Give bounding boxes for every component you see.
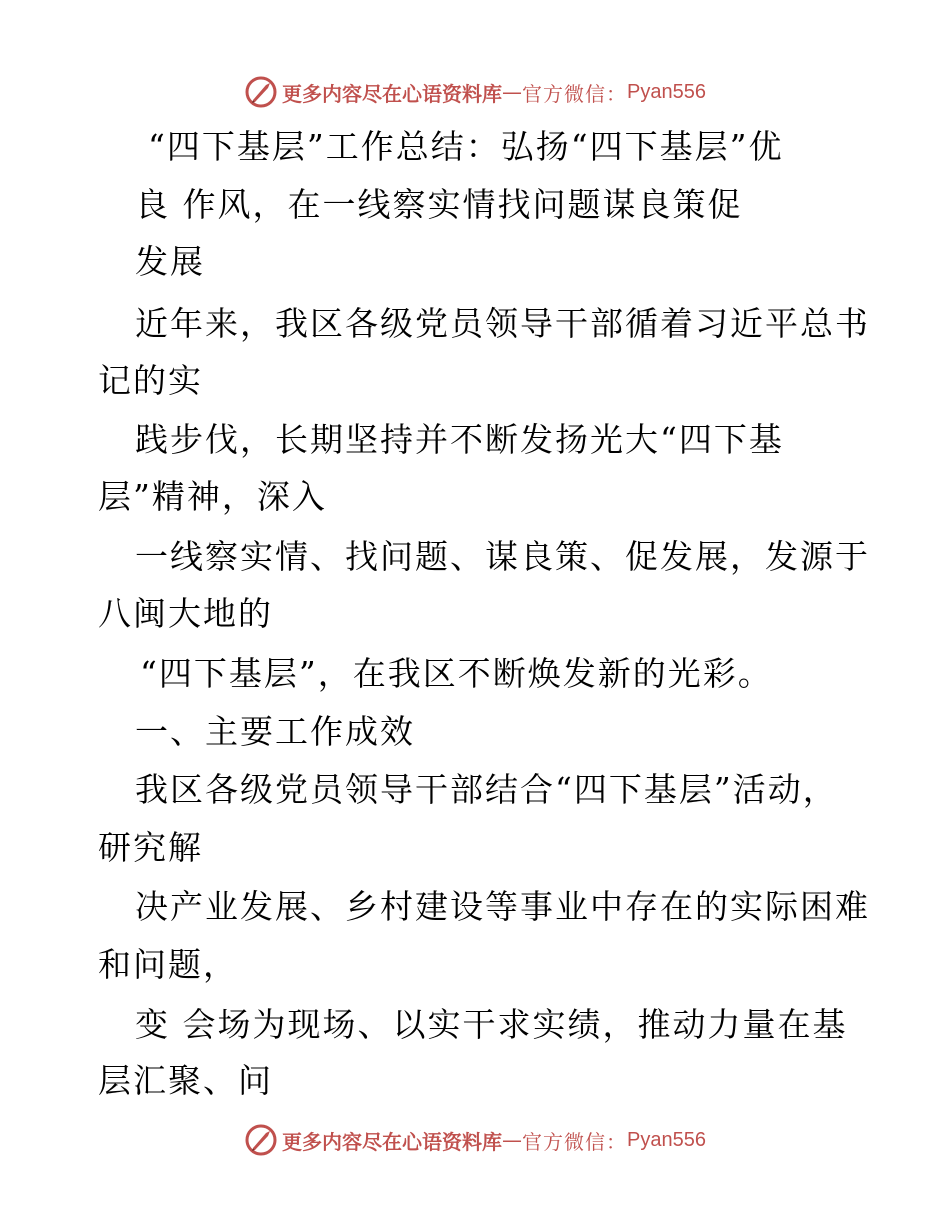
footer-watermark <box>0 1120 950 1160</box>
paragraph-line: “四下基层”，在我区不断焕发新的光彩。 <box>140 654 773 693</box>
watermark-brand: 更多内容尽在心语资料库 <box>282 81 503 106</box>
title-line-1: “四下基层”工作总结：弘扬“四下基层”优 <box>148 127 784 166</box>
watermark-wechat-id: Pyan556 <box>627 1128 706 1151</box>
paragraph-line: 记的实 <box>98 361 203 400</box>
paragraph-line: 层”精神，深入 <box>98 477 327 516</box>
paragraph-line: 我区各级党员领导干部结合“四下基层”活动， <box>135 770 838 809</box>
paragraph-line: 一线察实情、找问题、谋良策、促发展，发源于 <box>135 537 870 576</box>
paragraph-line: 和问题， <box>98 945 238 984</box>
paragraph-line: 层汇聚、问 <box>98 1061 273 1100</box>
paragraph-line: 八闽大地的 <box>98 594 273 633</box>
title-line-3: 发展 <box>135 242 205 281</box>
watermark-wechat-label: 官方微信： <box>522 1129 628 1154</box>
paragraph-line: 践步伐，长期坚持并不断发扬光大“四下基 <box>135 420 784 459</box>
watermark-brand: 更多内容尽在心语资料库 <box>282 1129 503 1154</box>
paragraph-line: 决产业发展、乡村建设等事业中存在的实际困难 <box>135 887 870 926</box>
watermark-separator: — <box>502 80 523 104</box>
paragraph-line: 变 会场为现场、以实干求实绩，推动力量在基 <box>135 1005 848 1044</box>
paragraph-line: 研究解 <box>98 828 203 867</box>
quill-pen-logo-icon <box>244 1123 278 1157</box>
watermark-wechat-label: 官方微信： <box>522 81 628 106</box>
title-line-2: 良 作风，在一线察实情找问题谋良策促 <box>135 185 743 224</box>
watermark-separator: — <box>502 1128 523 1152</box>
watermark-wechat-id: Pyan556 <box>627 80 706 103</box>
section-heading: 一、主要工作成效 <box>135 712 415 751</box>
paragraph-line: 近年来，我区各级党员领导干部循着习近平总书 <box>135 304 870 343</box>
